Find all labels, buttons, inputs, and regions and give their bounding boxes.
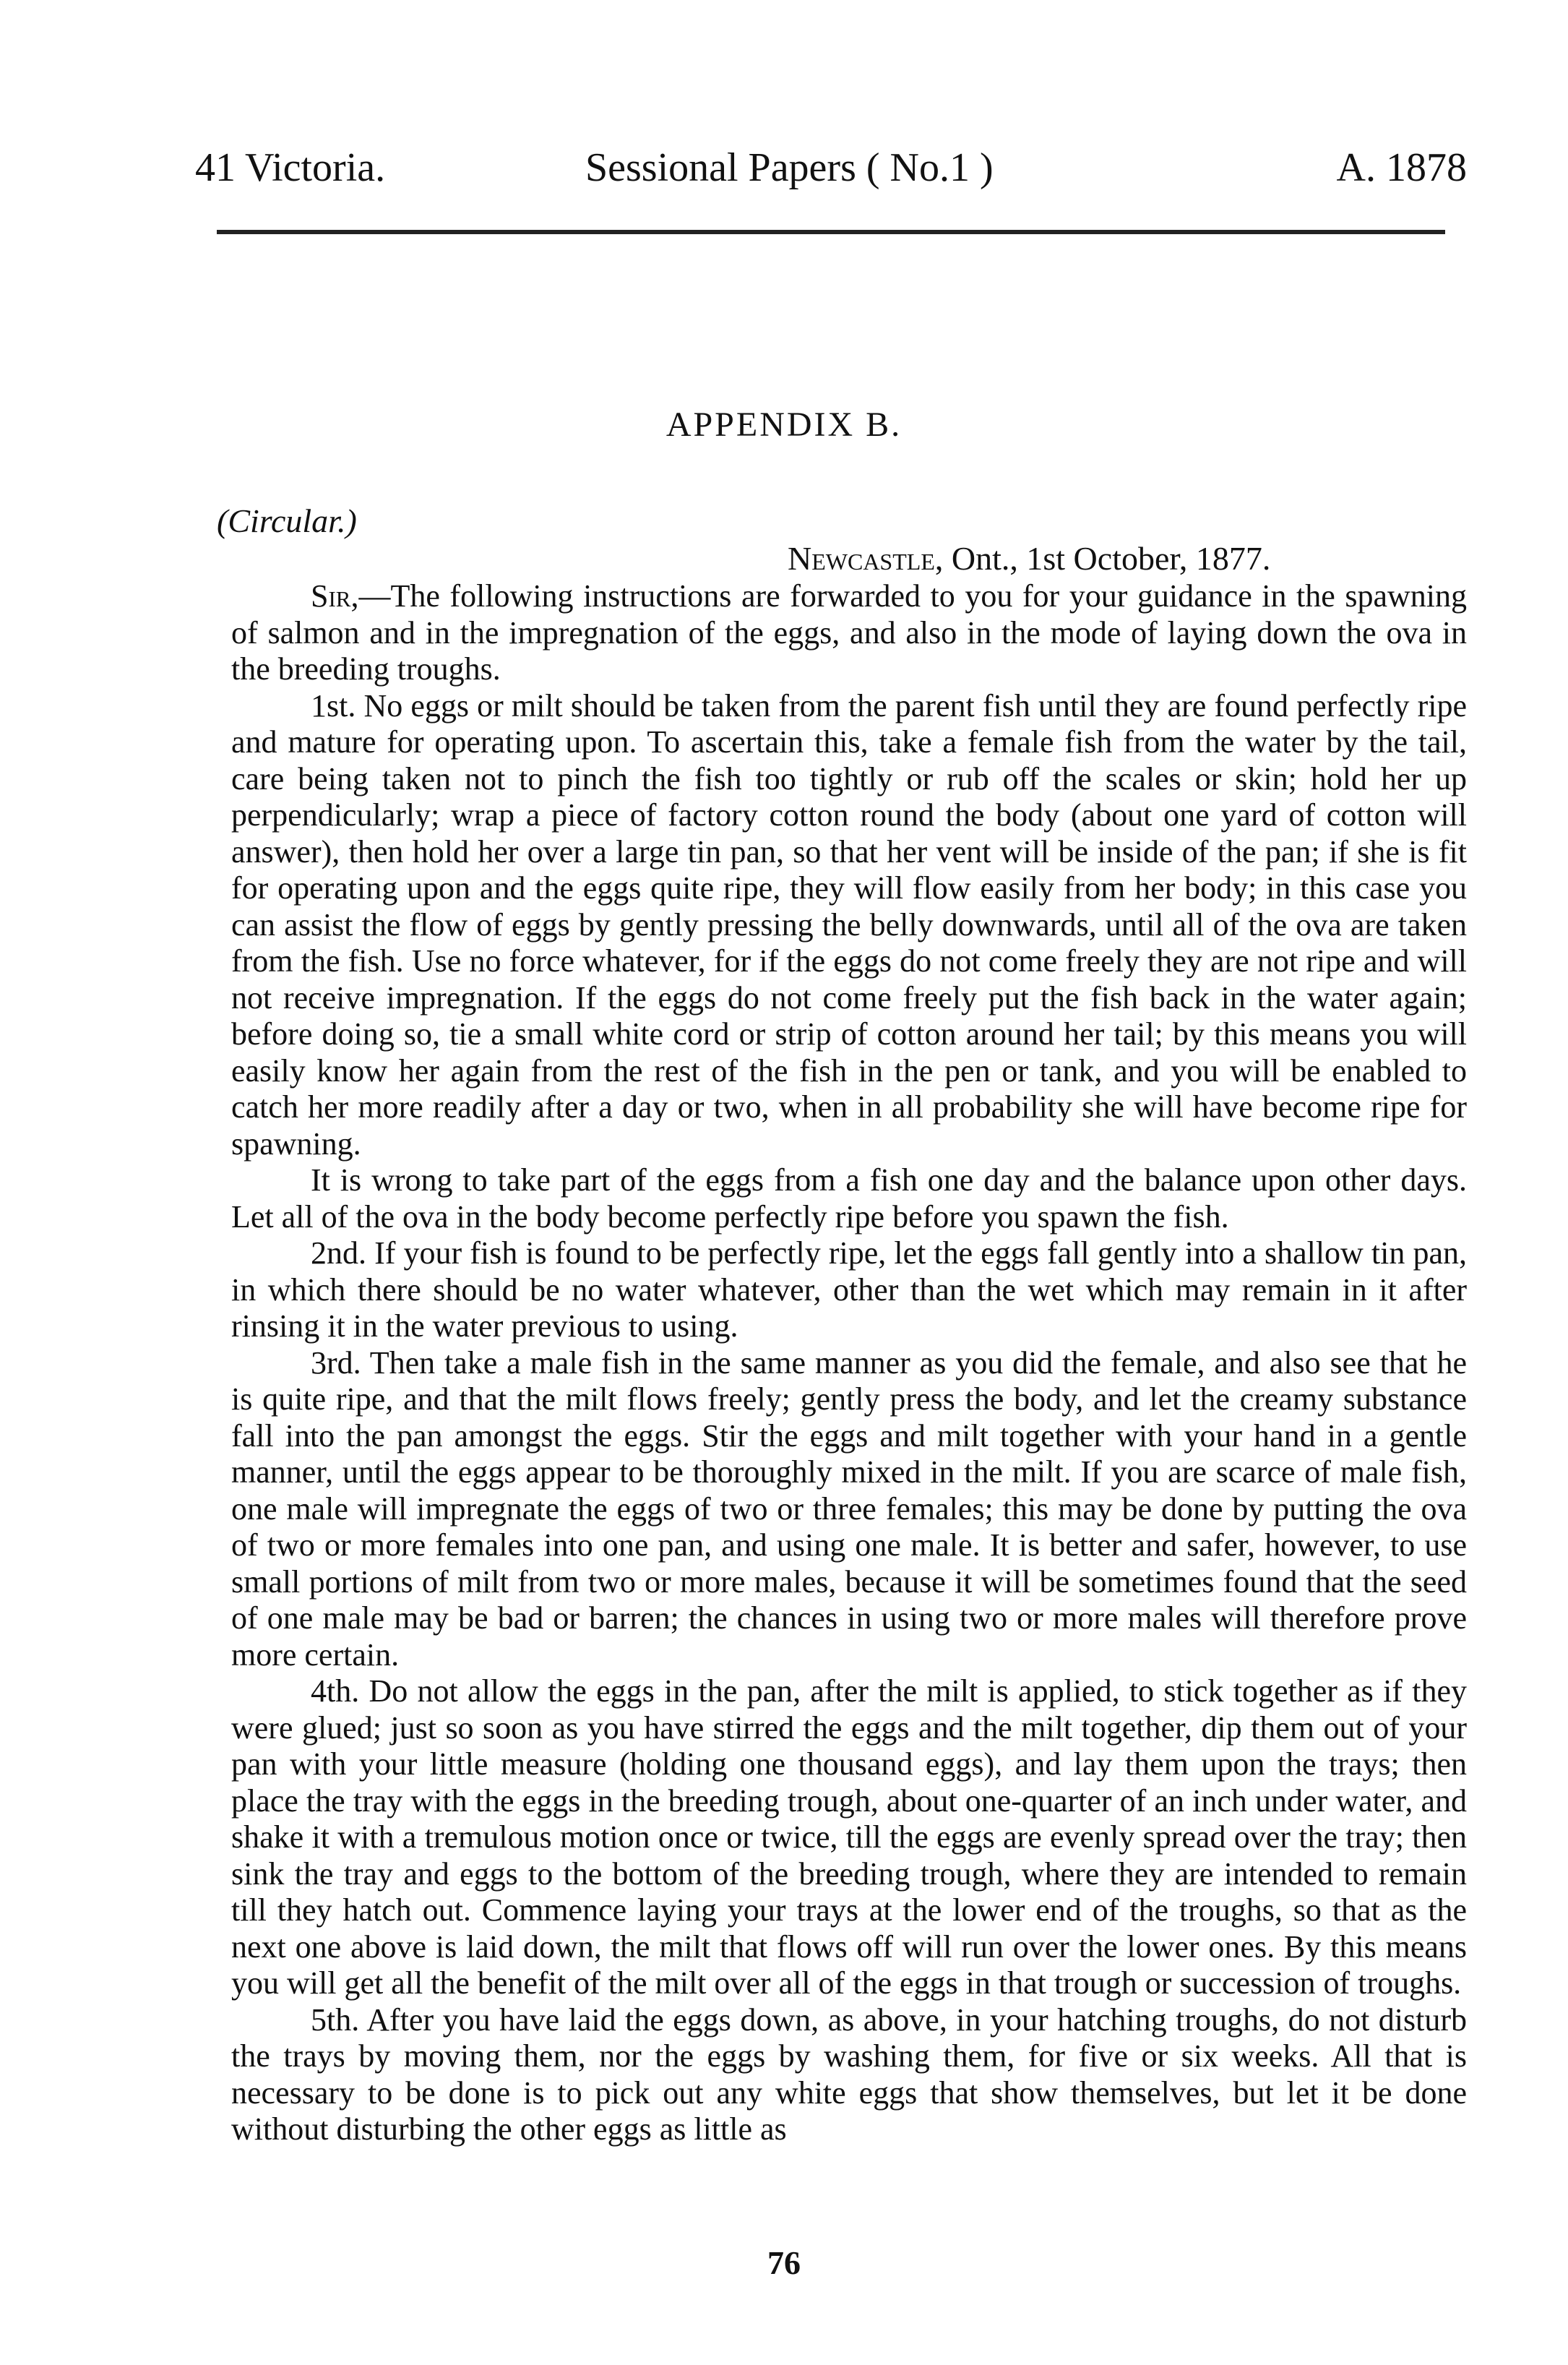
dateline [788,539,1270,578]
paragraph-first-instruction: 1st. No eggs or milt should be taken from the parent fish until they are found perfectly ripe and mature for operating upon. To ascertain this, take a female fish from the water by the tail, care being taken not to pinch the fish too tightly or rub off the scales or skin; hold her up perpendicularly; wrap a piece of factory cotton round the body (about one yard of cotton will answer), then hold her over a large tin pan, so that her vent will be inside of the pan; if she is fit for operating upon and the eggs quite ripe, they will flow easily from her body; in this case you can assist the flow of eggs by gently pressing the belly downwards, until all of the ova are taken from the fish. Use no force whatever, for if the eggs do not come freely they are not ripe and will not receive impregnation. If the eggs do not come freely put the fish back in the water again; before doing so, tie a small white cord or strip of cotton around her tail; by this means you will easily know her again from the rest of the fish in the pen or tank, and you will be enabled to catch her more readily after a day or two, when in all probability she will have become ripe for spawning. [231,687,1467,1162]
dateline-place: Newcastle, [788,540,944,577]
appendix-title: APPENDIX B. [665,405,903,444]
header-sessional-papers: Sessional Papers ( No.1 ) [585,145,994,190]
running-header [195,145,1467,202]
paragraph-fourth-instruction: 4th. Do not allow the eggs in the pan, after the milt is applied, to stick together as if they were glued; just so soon as you have stirred the eggs and the milt together, dip them out of your pan with your little measure (holding one thousand eggs), and lay them upon the trays; then place the tray with the eggs in the breeding trough, about one-quarter of an inch under water, and shake it with a tremulous motion once or twice, till the eggs are evenly spread over the tray; then sink the tray and eggs to the bottom of the breeding trough, where they are intended to remain till they hatch out. Commence laying your trays at the lower end of the troughs, so that as the next one above is laid down, the milt that flows off will run over the lower ones. By this means you will get all the benefit of the milt over all of the eggs in that trough or succession of troughs. [231,1673,1467,2001]
letter-body [231,578,1467,2148]
paragraph-intro [231,578,1467,688]
circular-label: (Circular.) [217,502,357,539]
paragraph-fifth-instruction: 5th. After you have laid the eggs down, as above, in your hatching troughs, do not disturb the trays by moving them, nor the eggs by washing them, for five or six weeks. All that is necessary to be done is to pick out any white eggs that show themselves, but let it be done without disturbing the other eggs as little as [231,2001,1467,2147]
paragraph-note: It is wrong to take part of the eggs from a fish one day and the balance upon other days. Let all of the ova in the body become perfectly ripe before you spawn the fish. [231,1162,1467,1235]
salutation: Sir, [311,578,359,614]
dateline-date: Ont., 1st October, 1877. [943,540,1271,577]
paragraph-second-instruction: 2nd. If your fish is found to be perfectly ripe, let the eggs fall gently into a shallow tin pan, in which there should be no water whatever, other than the wet which may remain in it after rinsing it in the water previous to using. [231,1235,1467,1344]
page-number: 76 [767,2244,801,2281]
header-volume: 41 Victoria. [195,145,386,190]
paragraph-third-instruction: 3rd. Then take a male fish in the same manner as you did the female, and also see that he is quite ripe, and that the milt flows freely; gently press the body, and let the creamy substance fall into the pan amongst the eggs. Stir the eggs and milt together with your hand in a gentle manner, until the eggs appear to be thoroughly mixed in the milt. If you are scarce of male fish, one male will impregnate the eggs of two or three females; this may be done by putting the ova of two or more females into one pan, and using one male. It is better and safer, however, to use small portions of milt from two or more males, because it will be sometimes found that the seed of one male may be bad or barren; the chances in using two or more males will therefore prove more certain. [231,1344,1467,1673]
header-rule [217,230,1445,234]
header-year: A. 1878 [1336,145,1467,190]
paragraph-text: —The following instructions are forwarded to you for your guidance in the spawning of salmon and in the impregnation of the eggs, and also in the mode of laying down the ova in the breeding troughs. [231,578,1467,687]
